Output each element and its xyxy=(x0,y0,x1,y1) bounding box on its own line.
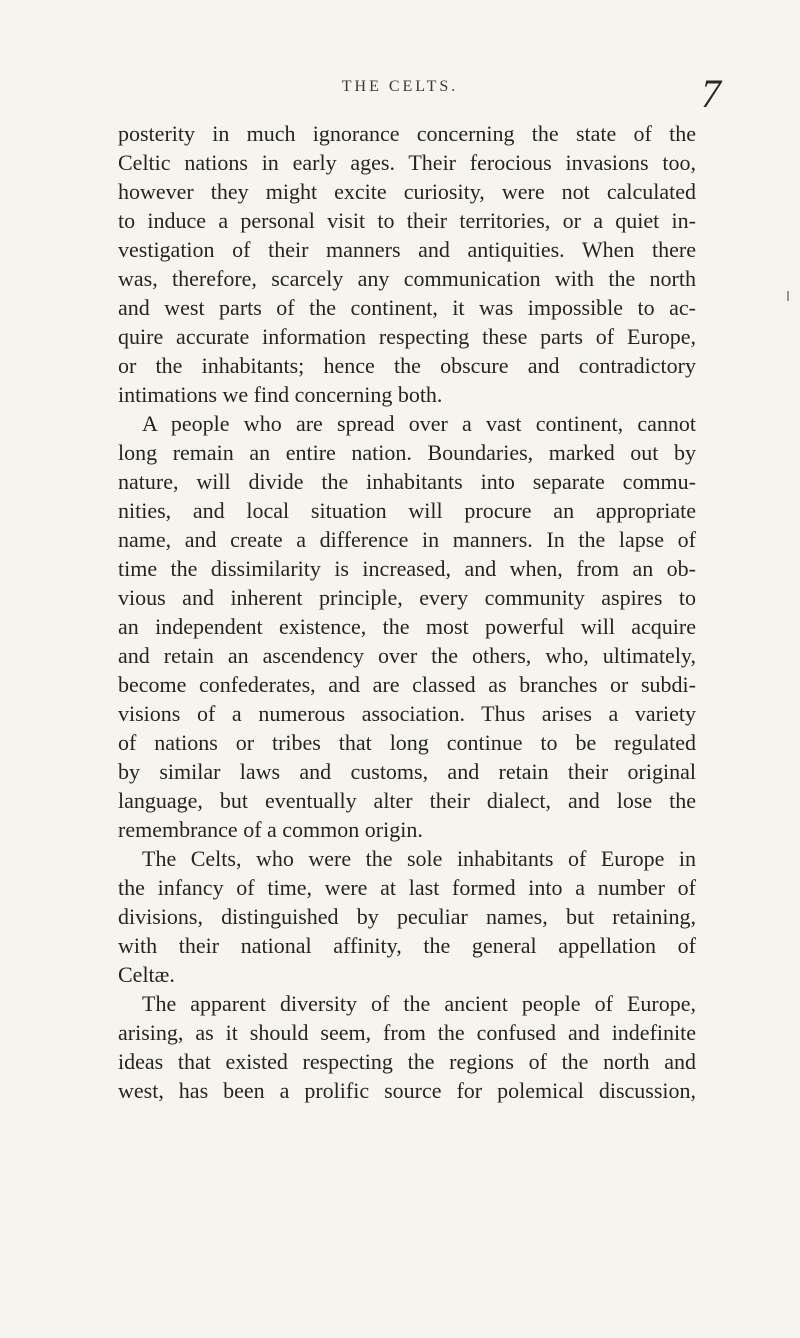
text-line: of nations or tribes that long continue to be regulated xyxy=(118,730,696,755)
running-title: THE CELTS. xyxy=(341,78,459,95)
text-line: The Celts, who were the sole inhabitants of Europe in xyxy=(142,846,696,871)
text-line: nities, and local situation will procure an appropriate xyxy=(118,498,696,523)
text-line: quire accurate information respecting these parts of Europe, xyxy=(118,324,696,349)
text-line: vious and inherent principle, every community aspires to xyxy=(118,585,696,610)
text-line: remembrance of a common origin. xyxy=(118,817,423,842)
text-line: become confederates, and are classed as branches or subdi- xyxy=(118,672,696,697)
text-line: however they might excite curiosity, were not calculated xyxy=(118,179,696,204)
text-line: west, has been a prolific source for polemical discussion, xyxy=(118,1078,696,1103)
text-line: nature, will divide the inhabitants into separate commu- xyxy=(118,469,696,494)
text-line: and west parts of the continent, it was impossible to ac- xyxy=(118,295,696,320)
body-text xyxy=(118,119,696,1105)
text-line: with their national affinity, the general appellation of xyxy=(118,933,696,958)
text-line: long remain an entire nation. Boundaries, marked out by xyxy=(118,440,696,465)
text-line: time the dissimilarity is increased, and when, from an ob- xyxy=(118,556,696,581)
text-line: ideas that existed respecting the regions of the north and xyxy=(118,1049,696,1074)
text-line: language, but eventually alter their dialect, and lose the xyxy=(118,788,696,813)
text-line: was, therefore, scarcely any communication with the north xyxy=(118,266,696,291)
text-line: name, and create a difference in manners. In the lapse of xyxy=(118,527,696,552)
text-line: to induce a personal visit to their territories, or a quiet in- xyxy=(118,208,696,233)
page-header xyxy=(0,71,800,116)
text-line: vestigation of their manners and antiquities. When there xyxy=(118,237,696,262)
text-line: visions of a numerous association. Thus arises a variety xyxy=(118,701,696,726)
text-line: the infancy of time, were at last formed into a number of xyxy=(118,875,696,900)
text-line: A people who are spread over a vast continent, cannot xyxy=(142,411,696,436)
text-line: Celtic nations in early ages. Their ferocious invasions too, xyxy=(118,150,696,175)
text-line: posterity in much ignorance concerning the state of the xyxy=(118,121,696,146)
text-line: an independent existence, the most powerful will acquire xyxy=(118,614,696,639)
page-number: 7 xyxy=(701,71,721,116)
text-line: arising, as it should seem, from the confused and indefinite xyxy=(118,1020,696,1045)
text-line: Celtæ. xyxy=(118,962,175,987)
text-line: and retain an ascendency over the others, who, ultimately, xyxy=(118,643,696,668)
text-line: divisions, distinguished by peculiar names, but retaining, xyxy=(118,904,696,929)
text-line: The apparent diversity of the ancient people of Europe, xyxy=(142,991,696,1016)
text-line: intimations we find concerning both. xyxy=(118,382,443,407)
text-line: or the inhabitants; hence the obscure and contradictory xyxy=(118,353,696,378)
margin-mark xyxy=(787,291,789,301)
text-line: by similar laws and customs, and retain their original xyxy=(118,759,696,784)
